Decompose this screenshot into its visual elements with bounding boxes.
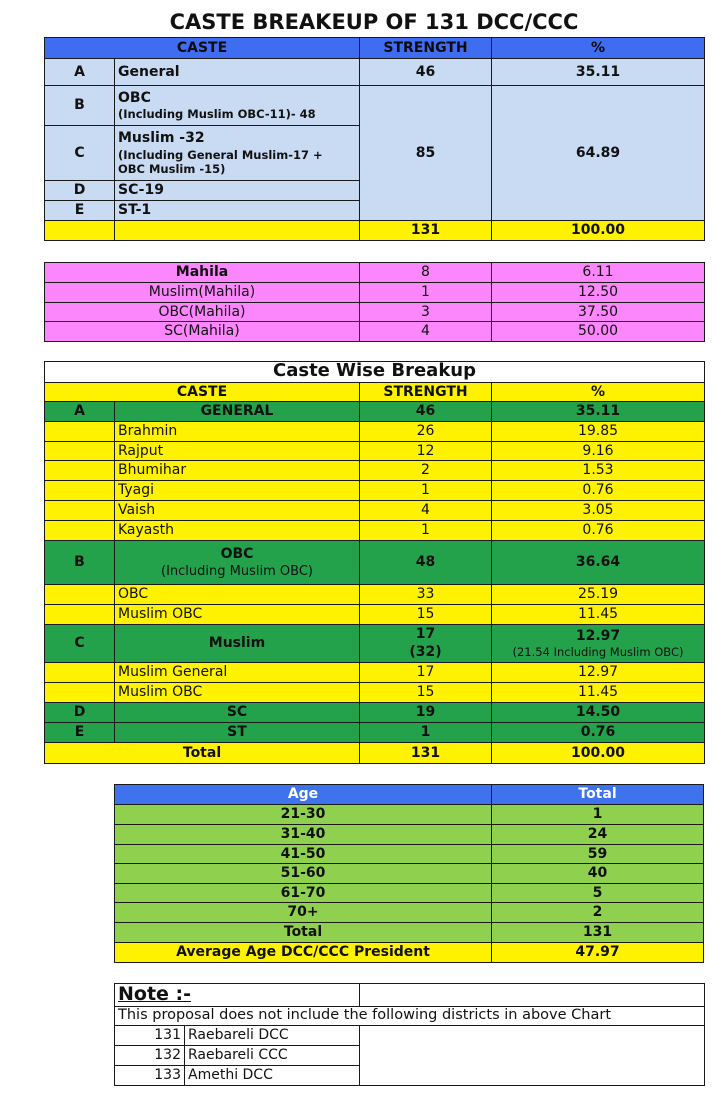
t3-total-strength: 131	[359, 742, 492, 764]
sc-mahila-strength: 4	[359, 321, 492, 342]
sc-label: SC	[114, 702, 360, 723]
rajput-letter	[44, 441, 115, 461]
age-70-plus: 70+	[114, 902, 492, 923]
brahmin-name: Brahmin	[114, 421, 360, 442]
row-b-name-cell	[114, 85, 360, 126]
obc-mahila-label: OBC(Mahila)	[44, 302, 360, 322]
t3-total-percent: 100.00	[491, 742, 705, 764]
row-c-sub2: OBC Muslim -15)	[118, 161, 226, 176]
bhumihar-name: Bhumihar	[114, 460, 360, 481]
muslim-strength-cell	[359, 624, 492, 663]
muslim-percent: 12.97	[575, 627, 621, 644]
age-21-30-total: 1	[491, 804, 704, 825]
age-total-value: 131	[491, 922, 704, 943]
note-title: Note :-	[118, 983, 192, 1006]
t3-header-percent: %	[491, 382, 705, 402]
combined-strength: 85	[359, 85, 492, 221]
age-51-60-total: 40	[491, 863, 704, 884]
sc-percent: 14.50	[491, 702, 705, 723]
age-31-40: 31-40	[114, 824, 492, 845]
note-row-3-name: Amethi DCC	[184, 1065, 360, 1086]
muslim-obc2-letter	[44, 682, 115, 703]
mahila-strength: 8	[359, 262, 492, 283]
row-a-percent: 35.11	[491, 58, 705, 86]
st-letter: E	[44, 722, 115, 743]
age-header: Age	[114, 784, 492, 805]
brahmin-letter	[44, 421, 115, 442]
general-letter: A	[44, 401, 115, 422]
age-21-30: 21-30	[114, 804, 492, 825]
brahmin-strength: 26	[359, 421, 492, 442]
tyagi-name: Tyagi	[114, 480, 360, 501]
note-blank-area	[359, 1025, 705, 1086]
obc-sub: (Including Muslim OBC)	[161, 563, 313, 579]
obc-row-name: OBC	[114, 584, 360, 605]
obc-mahila-strength: 3	[359, 302, 492, 322]
general-strength: 46	[359, 401, 492, 422]
kayasth-strength: 1	[359, 520, 492, 541]
row-e-letter: E	[44, 200, 115, 221]
note-title-cell	[114, 983, 360, 1007]
mahila-percent: 6.11	[491, 262, 705, 283]
row-d-letter: D	[44, 180, 115, 201]
st-strength: 1	[359, 722, 492, 743]
muslim-label: Muslim	[114, 624, 360, 663]
row-b-sub: (Including Muslim OBC-11)- 48	[118, 107, 316, 122]
row-b-letter: B	[44, 85, 115, 126]
total-strength: 131	[359, 220, 492, 241]
header-percent: %	[491, 37, 705, 59]
muslim-obc-percent: 11.45	[491, 604, 705, 625]
rajput-strength: 12	[359, 441, 492, 461]
muslim-general-percent: 12.97	[491, 662, 705, 683]
row-c-sub1: (Including General Muslim-17 +	[118, 147, 323, 162]
tyagi-strength: 1	[359, 480, 492, 501]
note-row-1-name: Raebareli DCC	[184, 1025, 360, 1046]
rajput-name: Rajput	[114, 441, 360, 461]
muslim-general-letter	[44, 662, 115, 683]
brahmin-percent: 19.85	[491, 421, 705, 442]
note-row-2-num: 132	[114, 1045, 185, 1066]
vaish-name: Vaish	[114, 500, 360, 521]
muslim-strength-total: (32)	[409, 644, 442, 660]
muslim-percent-cell	[491, 624, 705, 663]
row-a-strength: 46	[359, 58, 492, 86]
muslim-mahila-percent: 12.50	[491, 282, 705, 303]
total-empty-1	[44, 220, 115, 241]
age-total-label: Total	[114, 922, 492, 943]
t3-total-label: Total	[44, 742, 360, 764]
age-41-50-total: 59	[491, 844, 704, 864]
average-age-label: Average Age DCC/CCC President	[114, 942, 492, 963]
t3-header-strength: STRENGTH	[359, 382, 492, 402]
row-c-name: Muslim -32	[118, 130, 205, 147]
row-e-name: ST-1	[114, 200, 360, 221]
tyagi-letter	[44, 480, 115, 501]
mahila-label: Mahila	[44, 262, 360, 283]
bhumihar-strength: 2	[359, 460, 492, 481]
age-51-60: 51-60	[114, 863, 492, 884]
note-row-2-name: Raebareli CCC	[184, 1045, 360, 1066]
st-percent: 0.76	[491, 722, 705, 743]
average-age-value: 47.97	[491, 942, 704, 963]
rajput-percent: 9.16	[491, 441, 705, 461]
obc-percent: 36.64	[491, 540, 705, 585]
muslim-general-strength: 17	[359, 662, 492, 683]
row-a-letter: A	[44, 58, 115, 86]
muslim-obc-letter	[44, 604, 115, 625]
muslim-general-name: Muslim General	[114, 662, 360, 683]
age-41-50: 41-50	[114, 844, 492, 864]
muslim-obc-name: Muslim OBC	[114, 604, 360, 625]
header-strength: STRENGTH	[359, 37, 492, 59]
sc-strength: 19	[359, 702, 492, 723]
obc-letter: B	[44, 540, 115, 585]
age-70-plus-total: 2	[491, 902, 704, 923]
bhumihar-letter	[44, 460, 115, 481]
bhumihar-percent: 1.53	[491, 460, 705, 481]
kayasth-letter	[44, 520, 115, 541]
row-c-name-cell	[114, 125, 360, 181]
obc-strength: 48	[359, 540, 492, 585]
sc-mahila-percent: 50.00	[491, 321, 705, 342]
general-label: GENERAL	[114, 401, 360, 422]
row-b-name: OBC	[118, 89, 151, 106]
vaish-percent: 3.05	[491, 500, 705, 521]
header-caste: CASTE	[44, 37, 360, 59]
age-61-70: 61-70	[114, 883, 492, 903]
row-d-name: SC-19	[114, 180, 360, 201]
note-row-3-num: 133	[114, 1065, 185, 1086]
obc-label: OBC	[220, 545, 254, 562]
total-empty-2	[114, 220, 360, 241]
obc-mahila-percent: 37.50	[491, 302, 705, 322]
vaish-letter	[44, 500, 115, 521]
muslim-mahila-strength: 1	[359, 282, 492, 303]
muslim-strength: 17	[415, 626, 436, 643]
total-percent: 100.00	[491, 220, 705, 241]
muslim-percent-note: (21.54 Including Muslim OBC)	[512, 645, 684, 660]
kayasth-name: Kayasth	[114, 520, 360, 541]
muslim-obc2-strength: 15	[359, 682, 492, 703]
tyagi-percent: 0.76	[491, 480, 705, 501]
sc-letter: D	[44, 702, 115, 723]
obc-sub-letter	[44, 584, 115, 605]
row-c-letter: C	[44, 125, 115, 181]
note-row-1-num: 131	[114, 1025, 185, 1046]
sc-mahila-label: SC(Mahila)	[44, 321, 360, 342]
note-title-blank	[359, 983, 705, 1007]
vaish-strength: 4	[359, 500, 492, 521]
note-text: This proposal does not include the following districts in above Chart	[114, 1006, 705, 1026]
st-label: ST	[114, 722, 360, 743]
muslim-obc2-percent: 11.45	[491, 682, 705, 703]
muslim-mahila-label: Muslim(Mahila)	[44, 282, 360, 303]
obc-row-percent: 25.19	[491, 584, 705, 605]
muslim-obc-strength: 15	[359, 604, 492, 625]
t3-header-caste: CASTE	[44, 382, 360, 402]
age-total-header: Total	[491, 784, 704, 805]
muslim-obc2-name: Muslim OBC	[114, 682, 360, 703]
general-percent: 35.11	[491, 401, 705, 422]
kayasth-percent: 0.76	[491, 520, 705, 541]
combined-percent: 64.89	[491, 85, 705, 221]
caste-wise-title: Caste Wise Breakup	[273, 360, 476, 381]
main-title: CASTE BREAKEUP OF 131 DCC/CCC	[169, 10, 579, 34]
obc-row-strength: 33	[359, 584, 492, 605]
age-31-40-total: 24	[491, 824, 704, 845]
row-a-name: General	[114, 58, 360, 86]
obc-label-cell	[114, 540, 360, 585]
muslim-letter: C	[44, 624, 115, 663]
age-61-70-total: 5	[491, 883, 704, 903]
